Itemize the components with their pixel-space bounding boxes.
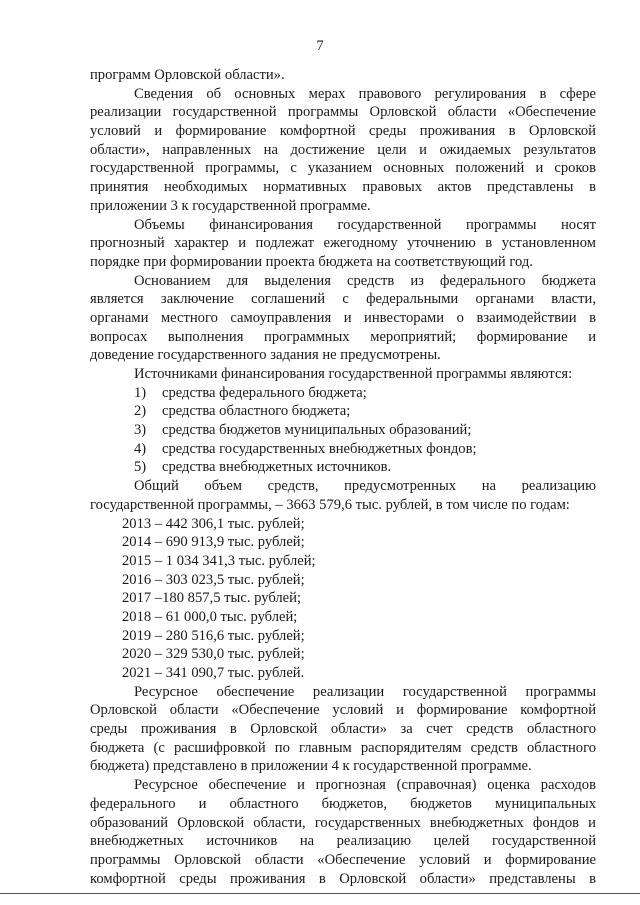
paragraph-forecast-estimate — [90, 776, 596, 888]
text-line: Основанием для выделения средств из федерального бюджета — [134, 272, 596, 289]
text-line: Источниками финансирования государственной программы являются: — [134, 366, 573, 382]
list-item-number: 4) — [134, 440, 147, 457]
text-line: принятия необходимых нормативных правовых актов представлены в — [90, 179, 596, 196]
text-line: прогнозный характер и подлежат ежегодному уточнению в установленном — [90, 235, 596, 252]
text-line: федерального и областного бюджетов, бюджетов муниципальных — [90, 795, 596, 812]
list-item — [90, 458, 596, 477]
scan-bottom-edge — [0, 893, 640, 894]
paragraph-federal-basis — [90, 272, 596, 365]
list-item-number: 2) — [134, 403, 147, 420]
text-line: программы Орловской области «Обеспечение условий и формирование — [90, 851, 596, 868]
text-line: государственной программы, с указанием основных положений и сроков — [90, 160, 596, 177]
text-line: является заключение соглашений с федеральными органами власти, — [90, 291, 596, 308]
year-funding-line: 2013 – 442 306,1 тыс. рублей; — [122, 515, 305, 532]
year-funding-line: 2021 – 341 090,7 тыс. рублей. — [122, 665, 305, 681]
list-item — [90, 440, 596, 459]
text-line: области», направленных на достижение цели и ожидаемых результатов — [90, 141, 596, 158]
text-line: условий и формирование комфортной среды проживания в Орловской — [90, 123, 596, 140]
paragraph-sources-intro — [90, 365, 596, 384]
list-item-text: средства внебюджетных источников. — [162, 459, 392, 476]
paragraph-continuation — [90, 66, 596, 85]
sources-list — [90, 384, 596, 477]
year-funding-line: 2020 – 329 530,0 тыс. рублей; — [122, 646, 305, 663]
text-line: внебюджетных источников на реализацию целей государственной — [90, 833, 596, 850]
text-line: реализации государственной программы Орловской области «Обеспечение — [90, 104, 596, 121]
year-funding-line: 2018 – 61 000,0 тыс. рублей; — [122, 608, 298, 625]
text-line: приложении 3 к государственной программе. — [90, 197, 371, 214]
document-body — [90, 66, 596, 888]
list-item-text: средства бюджетов муниципальных образований; — [162, 422, 472, 439]
list-item — [90, 421, 596, 440]
text-line: среды проживания в Орловской области» за счет средств областного — [90, 721, 596, 738]
text-line: государственной программы, – 3663 579,6 тыс. рублей, в том числе по годам: — [90, 496, 570, 513]
text-line: Общий объем средств, предусмотренных на реализацию — [134, 478, 596, 495]
year-funding-line: 2016 – 303 023,5 тыс. рублей; — [122, 571, 305, 588]
text-line: Сведения об основных мерах правового регулирования в сфере — [134, 85, 596, 102]
text-line: программ Орловской области». — [90, 67, 285, 83]
yearly-funding-list — [90, 515, 596, 683]
list-item-number: 3) — [134, 422, 147, 439]
year-funding-line: 2019 – 280 516,6 тыс. рублей; — [122, 627, 305, 644]
list-item — [90, 384, 596, 403]
text-line: Ресурсное обеспечение реализации государственной программы — [134, 683, 596, 700]
text-line: бюджета) представлено в приложении 4 к государственной программе. — [90, 758, 532, 775]
text-line: порядке при формировании проекта бюджета на соответствующий год. — [90, 253, 533, 270]
text-line: вопросах выполнения программных мероприятий; формирование и — [90, 328, 596, 345]
year-funding-line: 2015 – 1 034 341,3 тыс. рублей; — [122, 552, 316, 569]
text-line: комфортной среды проживания в Орловской области» представлены в — [90, 870, 596, 887]
paragraph-funding-volume — [90, 216, 596, 272]
text-line: образований Орловской области, государственных внебюджетных фондов и — [90, 814, 596, 831]
text-line: доведение государственного задания не предусмотрены. — [90, 347, 441, 364]
list-item-number: 5) — [134, 459, 147, 476]
list-item-text: средства федерального бюджета; — [162, 384, 367, 401]
text-line: бюджета (с расшифровкой по главным распорядителям средств областного — [90, 739, 596, 756]
list-item — [90, 402, 596, 421]
paragraph-total-funding — [90, 477, 596, 514]
year-funding-line: 2017 –180 857,5 тыс. рублей; — [122, 590, 302, 607]
list-item-text: средства областного бюджета; — [162, 403, 351, 420]
text-line: органами местного самоуправления и инвесторами о взаимодействии в — [90, 309, 596, 326]
list-item-number: 1) — [134, 384, 147, 401]
text-line: Ресурсное обеспечение и прогнозная (справочная) оценка расходов — [134, 777, 596, 794]
paragraph-regional-budget — [90, 683, 596, 776]
year-funding-line: 2014 – 690 913,9 тыс. рублей; — [122, 534, 305, 551]
paragraph-legal-regulation — [90, 85, 596, 216]
text-line: Объемы финансирования государственной программы носят — [134, 216, 596, 233]
list-item-text: средства государственных внебюджетных фондов; — [162, 440, 477, 457]
text-line: Орловской области «Обеспечение условий и формирование комфортной — [90, 702, 596, 719]
page-number: 7 — [316, 38, 324, 54]
